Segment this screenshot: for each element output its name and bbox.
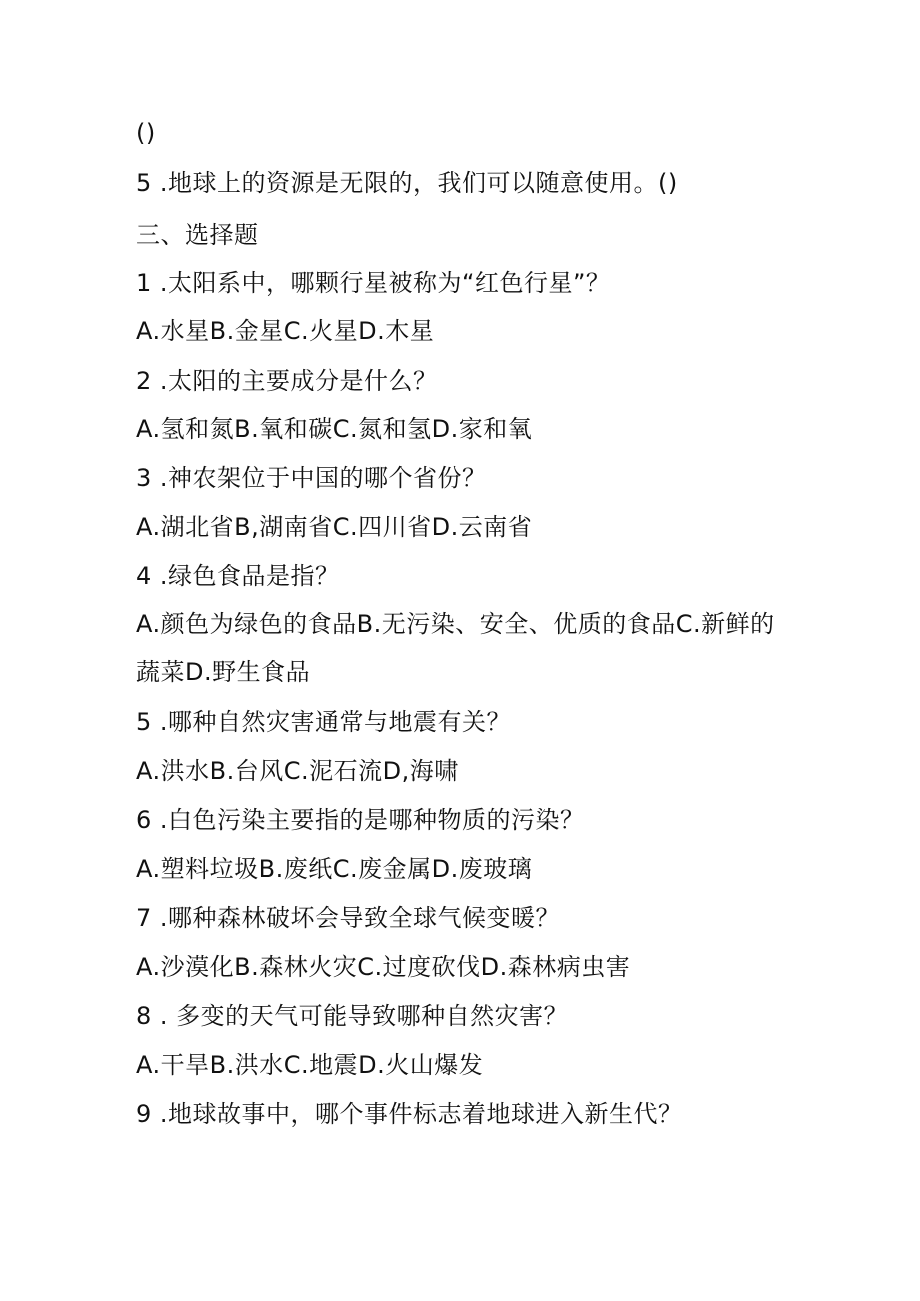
question-7-options: A.沙漠化B.森林火灾C.过度砍伐D.森林病虫害 <box>136 953 631 981</box>
question-5-options: A.洪水B.台风C.泥石流D,海啸 <box>136 757 459 785</box>
judgment-question-5: 5 .地球上的资源是无限的，我们可以随意使用。() <box>136 169 678 197</box>
question-6: 6 .白色污染主要指的是哪种物质的污染？ <box>136 806 585 834</box>
question-3: 3 .神农架位于中国的哪个省份？ <box>136 464 487 492</box>
question-5: 5 .哪种自然灾害通常与地震有关？ <box>136 708 512 736</box>
question-2: 2 .太阳的主要成分是什么？ <box>136 367 438 395</box>
section-heading-multiple-choice: 三、选择题 <box>136 221 259 249</box>
question-4: 4 .绿色食品是指？ <box>136 562 340 590</box>
question-8-options: A.干旱B.洪水C.地震D.火山爆发 <box>136 1051 484 1079</box>
answer-blank-line: () <box>136 119 156 147</box>
question-1: 1 .太阳系中，哪颗行星被称为“红色行星”？ <box>136 269 611 297</box>
question-1-options: A.水星B.金星C.火星D.木星 <box>136 317 435 345</box>
question-8: 8 . 多变的天气可能导致哪种自然灾害？ <box>136 1002 569 1030</box>
question-2-options: A.氢和氮B.氧和碳C.氮和氢D.家和氧 <box>136 415 533 443</box>
question-7: 7 .哪种森林破坏会导致全球气候变暖？ <box>136 904 561 932</box>
question-4-options: A.颜色为绿色的食品B.无污染、安全、优质的食品C.新鲜的蔬菜D.野生食品 <box>136 610 775 686</box>
question-6-options: A.塑料垃圾B.废纸C.废金属D.废玻璃 <box>136 855 533 883</box>
question-9: 9 .地球故事中，哪个事件标志着地球进入新生代？ <box>136 1100 683 1128</box>
question-3-options: A.湖北省B,湖南省C.四川省D.云南省 <box>136 513 533 541</box>
